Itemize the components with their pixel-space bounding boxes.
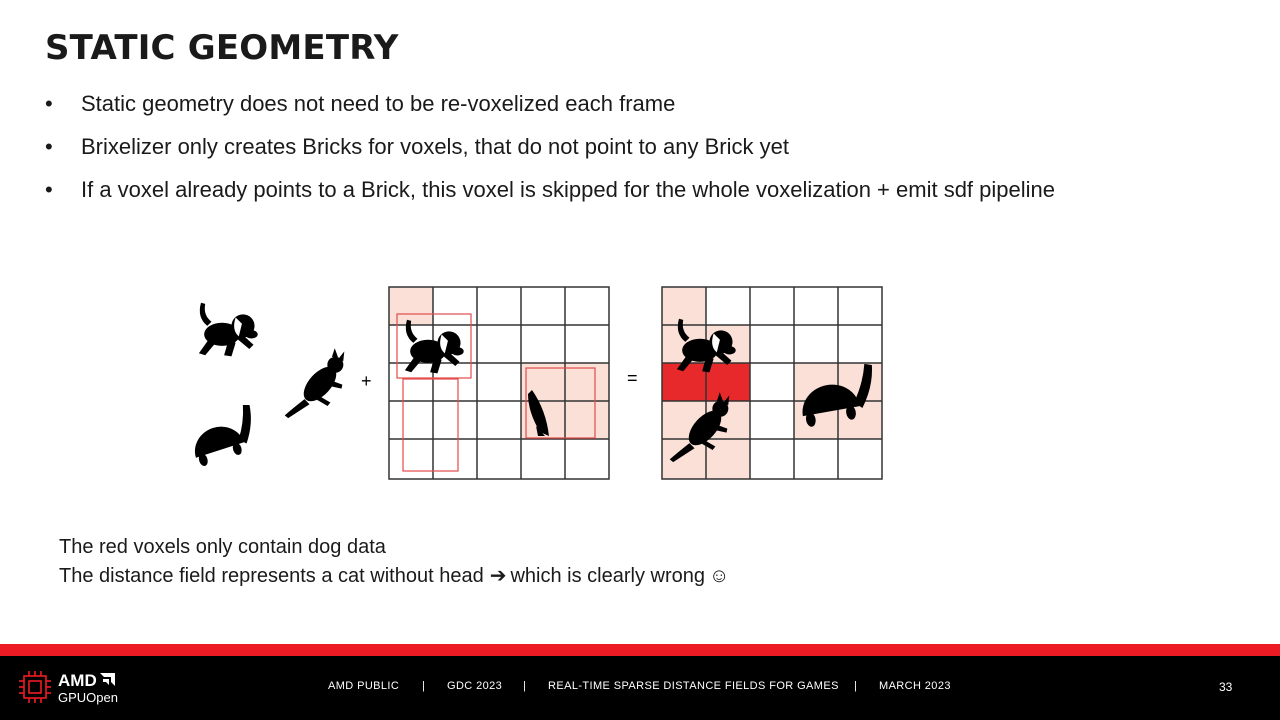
footer-separator: | xyxy=(523,680,527,692)
smiley-icon: ☺ xyxy=(708,565,730,587)
footer-talk-title: REAL-TIME SPARSE DISTANCE FIELDS FOR GAMES xyxy=(548,680,839,692)
turtle-icon xyxy=(185,403,263,468)
arrow-right-icon: ➔ xyxy=(489,565,507,587)
dog-icon xyxy=(405,320,464,374)
explanation-note xyxy=(59,533,729,591)
note-text: The distance field represents a cat without head xyxy=(59,565,484,587)
footer xyxy=(0,656,1280,720)
cat-icon xyxy=(284,341,349,428)
grid-after xyxy=(662,287,882,479)
grid-before xyxy=(389,287,609,479)
brand-subtitle: GPUOpen xyxy=(58,690,118,705)
slide-title: STATIC GEOMETRY xyxy=(45,28,399,68)
source-objects xyxy=(185,303,349,468)
page-number: 33 xyxy=(1219,680,1233,694)
bullet-text: Static geometry does not need to be re-voxelized each frame xyxy=(81,91,676,116)
footer-accent-bar xyxy=(0,644,1280,656)
bullet-text: If a voxel already points to a Brick, this voxel is skipped for the whole voxelization + emit sdf pipeline xyxy=(81,177,1055,202)
note-line-2 xyxy=(59,562,729,591)
footer-separator: | xyxy=(422,680,426,692)
bullet-marker: • xyxy=(45,177,53,202)
chip-logo-icon xyxy=(18,670,52,704)
footer-separator: | xyxy=(854,680,858,692)
bullet-marker: • xyxy=(45,91,53,116)
note-line-1: The red voxels only contain dog data xyxy=(59,536,386,558)
dog-icon xyxy=(199,303,258,357)
footer-date: MARCH 2023 xyxy=(879,680,951,692)
footer-event: GDC 2023 xyxy=(447,680,503,692)
plus-sign: + xyxy=(361,371,372,391)
note-text: which is clearly wrong xyxy=(510,565,705,587)
footer-classification: AMD PUBLIC xyxy=(328,680,400,692)
amd-arrow-icon xyxy=(99,673,115,686)
bullet-marker: • xyxy=(45,134,53,159)
brand-logo xyxy=(58,672,115,689)
bullet-text: Brixelizer only creates Bricks for voxels, that do not point to any Brick yet xyxy=(81,134,789,159)
brand-name: AMD xyxy=(58,671,97,690)
equals-sign: = xyxy=(627,368,638,388)
